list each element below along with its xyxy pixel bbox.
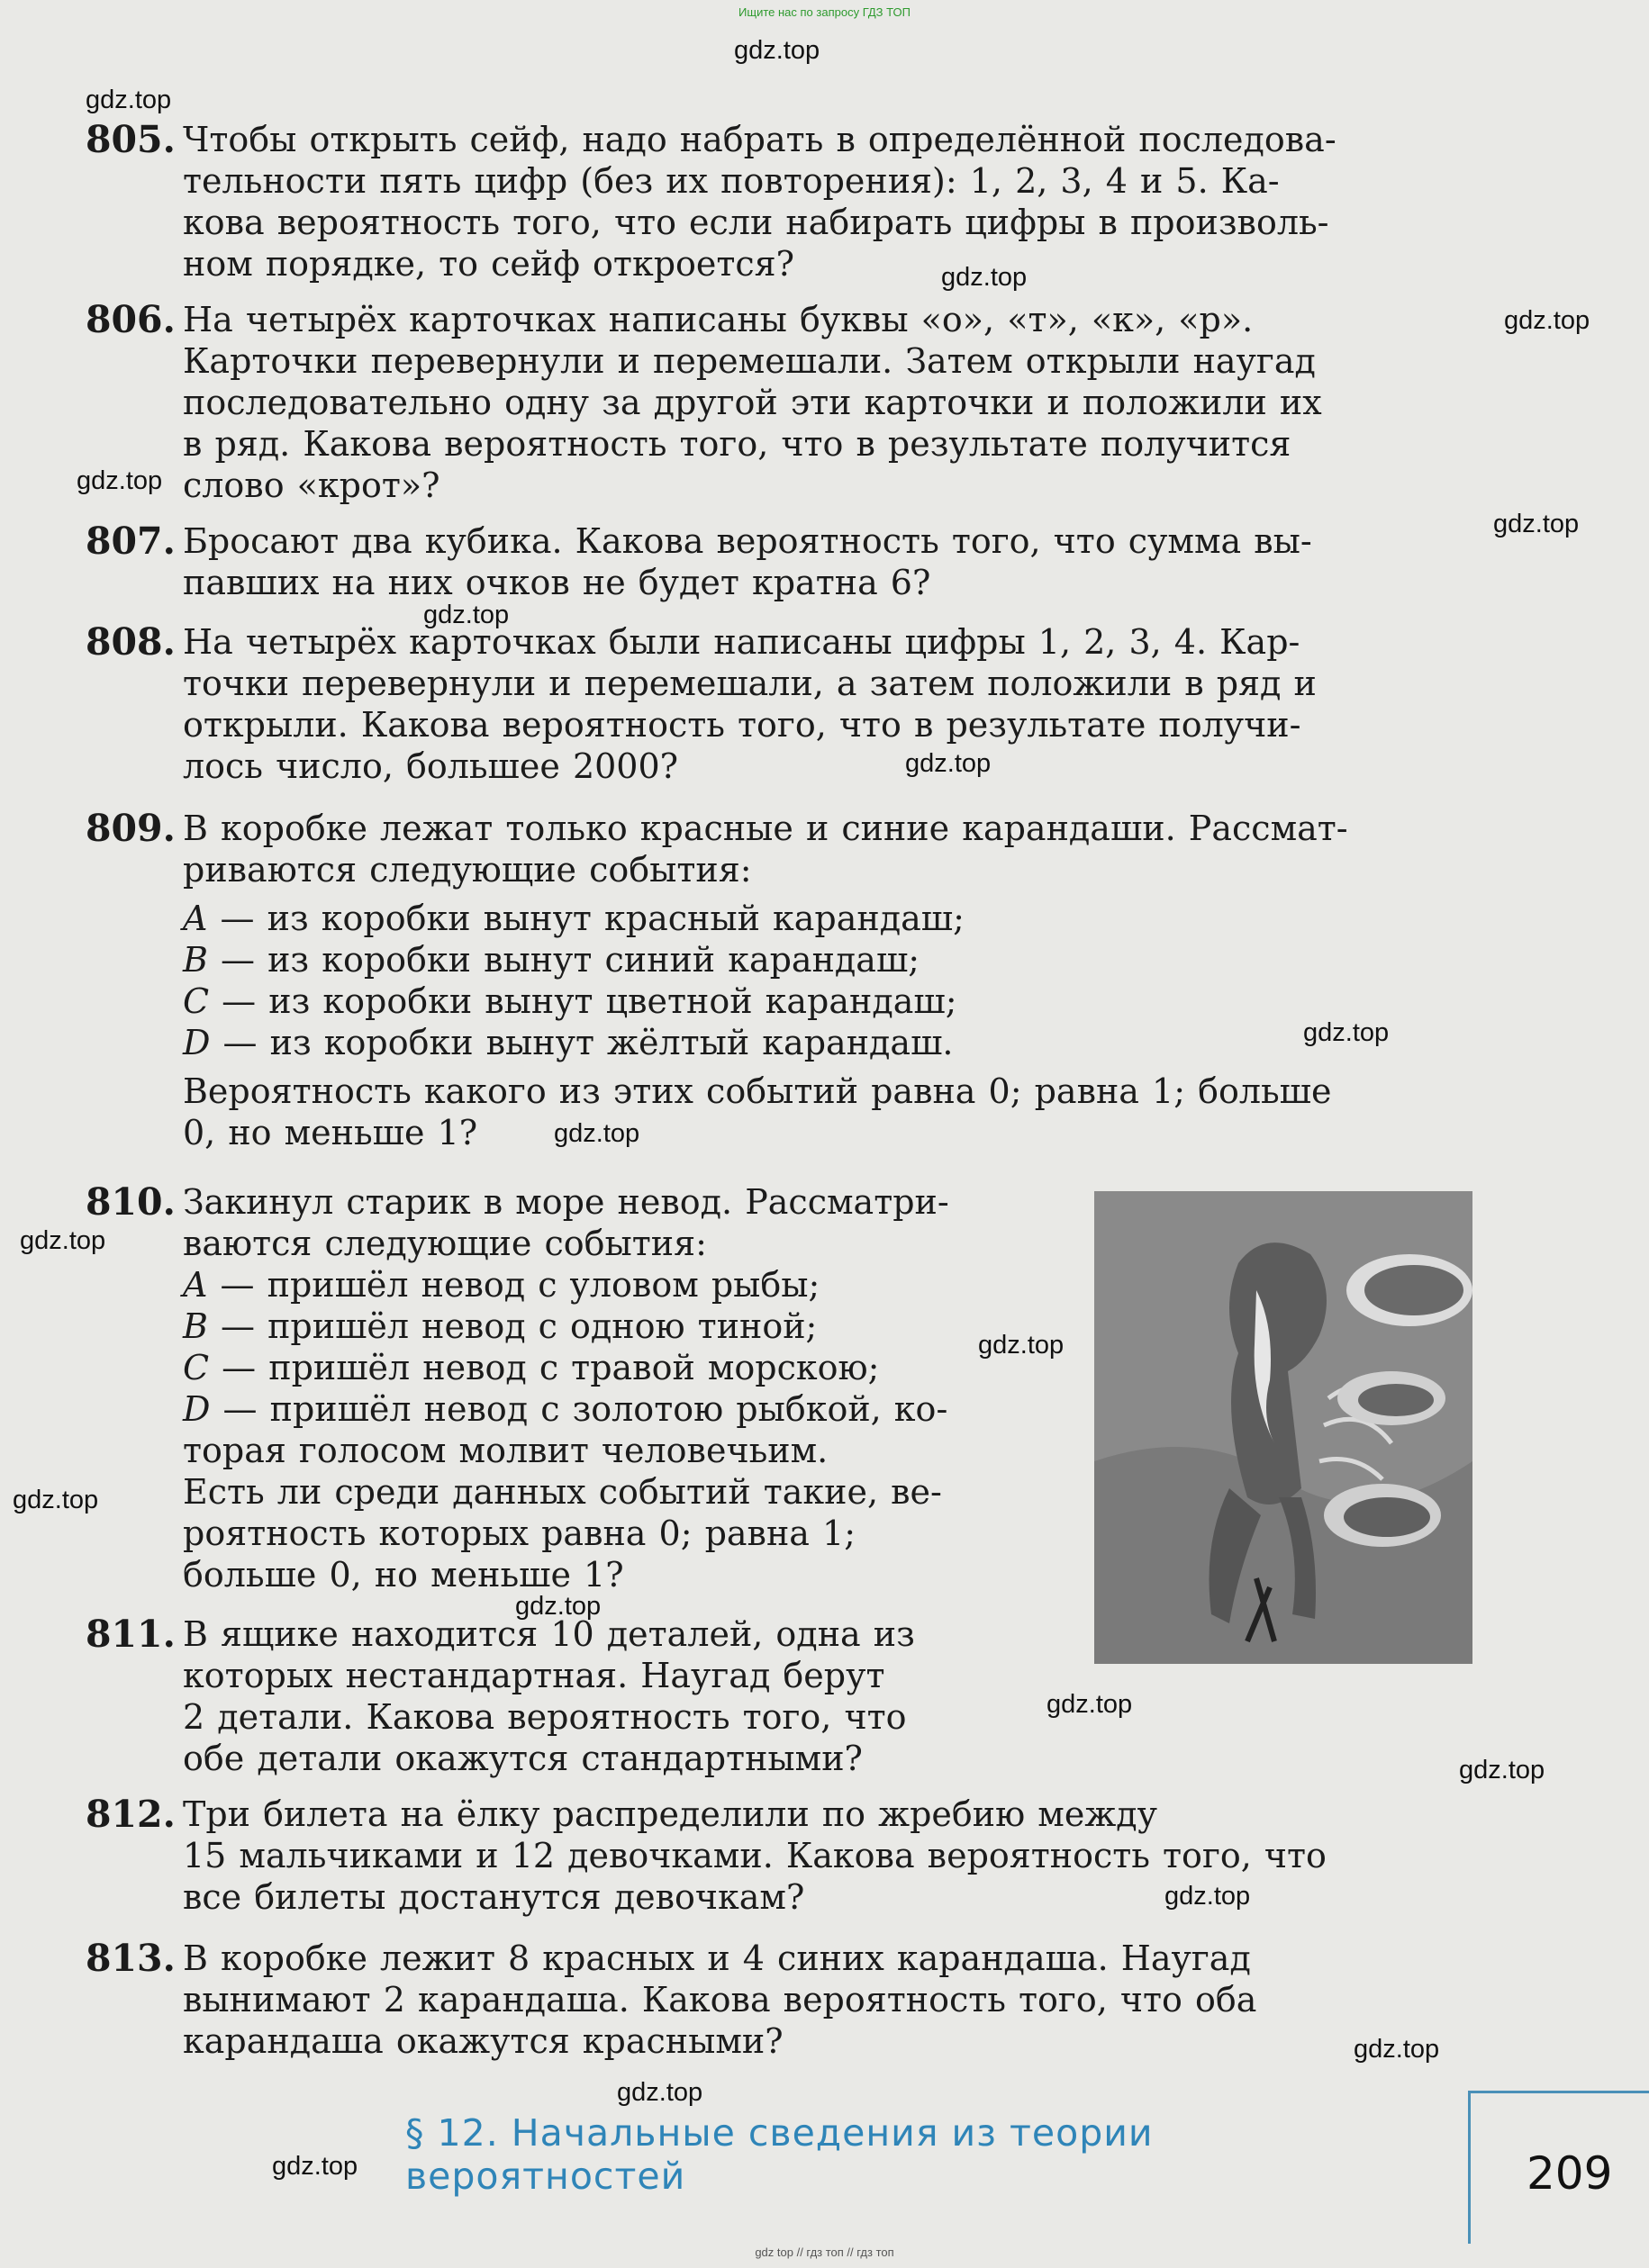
watermark: gdz.top [1493,510,1580,538]
problem-line: последовательно одну за другой эти карточки и положили их [183,383,1322,422]
problem-line: вынимают 2 карандаша. Какова вероятность того, что оба [183,1980,1257,2020]
illustration-old-man [1094,1191,1472,1664]
watermark: gdz.top [86,86,172,114]
watermark: gdz.top [978,1331,1065,1360]
watermark: gdz.top [77,466,163,495]
problem-810 [86,1181,1085,1595]
problem-line: 2 детали. Какова вероятность того, что [183,1697,907,1737]
problem-805 [86,119,1472,285]
watermark: gdz.top [1459,1756,1545,1785]
problem-808 [86,621,1472,787]
watermark: gdz.top [13,1486,99,1514]
problem-number: 812. [86,1793,176,1836]
problem-line: слово «крот»? [183,465,440,505]
event-line: D — пришёл невод с золотою рыбкой, ко- [183,1389,948,1429]
section-title: § 12. Начальные сведения из теории вероятностей [405,2111,1154,2198]
illustration-drawing [1094,1191,1472,1664]
watermark: gdz.top [1303,1018,1390,1047]
problem-line: больше 0, но меньше 1? [183,1555,624,1595]
problem-line: кова вероятность того, что если набирать цифры в произволь- [183,203,1329,242]
problem-number: 811. [86,1613,176,1656]
problem-line: карандаша окажутся красными? [183,2021,784,2061]
problem-line: обе детали окажутся стандартными? [183,1739,863,1778]
problem-line: Вероятность какого из этих событий равна 0; равна 1; больше [183,1071,1332,1111]
problem-number: 805. [86,118,176,161]
problem-line: На четырёх карточках написаны буквы «о», «т», «к», «р». [183,300,1254,339]
problem-line: Бросают два кубика. Какова вероятность того, что сумма вы- [183,521,1312,561]
problem-line: 0, но меньше 1? [183,1113,478,1152]
watermark: gdz.top [423,601,510,629]
problem-806 [86,299,1472,506]
event-line: B — пришёл невод с одною тиной; [183,1306,818,1346]
problem-811 [86,1613,1045,1779]
problem-number: 810. [86,1180,176,1224]
event-line: A — из коробки вынут красный карандаш; [183,899,965,938]
problem-line: риваются следующие события: [183,850,752,890]
problem-line: Есть ли среди данных событий такие, ве- [183,1472,942,1512]
problem-line: роятность которых равна 0; равна 1; [183,1514,856,1553]
event-line: A — пришёл невод с уловом рыбы; [183,1265,820,1305]
problem-number: 813. [86,1937,176,1980]
watermark: gdz.top [734,36,820,65]
watermark: gdz.top [1164,1882,1251,1911]
watermark: gdz.top [941,263,1028,292]
problem-813 [86,1938,1472,2062]
problem-line: В коробке лежит 8 красных и 4 синих карандаша. Наугад [183,1938,1251,1978]
problem-line: В коробке лежат только красные и синие карандаши. Рассмат- [183,809,1348,848]
event-line: C — пришёл невод с травой морскою; [183,1348,880,1387]
page-number: 209 [1527,2147,1613,2200]
problem-line: открыли. Какова вероятность того, что в результате получи- [183,705,1301,745]
watermark: gdz.top [1354,2035,1440,2064]
problem-line: В ящике находится 10 деталей, одна из [183,1614,915,1654]
problem-line: в ряд. Какова вероятность того, что в результате получится [183,424,1291,464]
event-line: C — из коробки вынут цветной карандаш; [183,981,957,1021]
problem-line: тельности пять цифр (без их повторения): 1, 2, 3, 4 и 5. Ка- [183,161,1280,201]
header-note: Ищите нас по запросу ГДЗ ТОП [738,5,911,19]
problem-line: торая голосом молвит человечьим. [183,1431,829,1470]
watermark: gdz.top [905,749,992,778]
problem-line: Три билета на ёлку распределили по жребию между [183,1794,1158,1834]
event-line: B — из коробки вынут синий карандаш; [183,940,920,980]
problem-line: точки перевернули и перемешали, а затем положили в ряд и [183,664,1317,703]
watermark: gdz.top [20,1226,106,1255]
bottom-note: gdz top // гдз топ // гдз топ [755,2245,894,2259]
problem-line: все билеты достанутся девочкам? [183,1877,805,1917]
problem-line: которых нестандартная. Наугад берут [183,1656,885,1695]
problem-line: 15 мальчиками и 12 девочками. Какова вероятность того, что [183,1836,1327,1875]
problem-number: 806. [86,298,176,341]
problem-807 [86,520,1472,603]
problem-line: На четырёх карточках были написаны цифры 1, 2, 3, 4. Кар- [183,622,1300,662]
watermark: gdz.top [554,1119,640,1148]
watermark: gdz.top [617,2078,703,2107]
problem-line: ваются следующие события: [183,1224,707,1263]
problem-line: павших на них очков не будет кратна 6? [183,563,931,602]
problem-812 [86,1794,1472,1918]
event-line: D — из коробки вынут жёлтый карандаш. [183,1023,954,1062]
watermark: gdz.top [1046,1690,1133,1719]
problem-line: ном порядке, то сейф откроется? [183,244,795,284]
problem-number: 807. [86,520,176,563]
watermark: gdz.top [1504,306,1590,335]
problem-line: Закинул старик в море невод. Рассматри- [183,1182,949,1222]
problem-number: 809. [86,807,176,850]
problem-line: лось число, большее 2000? [183,746,679,786]
watermark: gdz.top [515,1592,602,1621]
problem-809 [86,808,1472,1153]
problem-line: Чтобы открыть сейф, надо набрать в определённой последова- [183,120,1336,159]
watermark: gdz.top [272,2152,358,2181]
problem-number: 808. [86,620,176,664]
problem-line: Карточки перевернули и перемешали. Затем открыли наугад [183,341,1316,381]
